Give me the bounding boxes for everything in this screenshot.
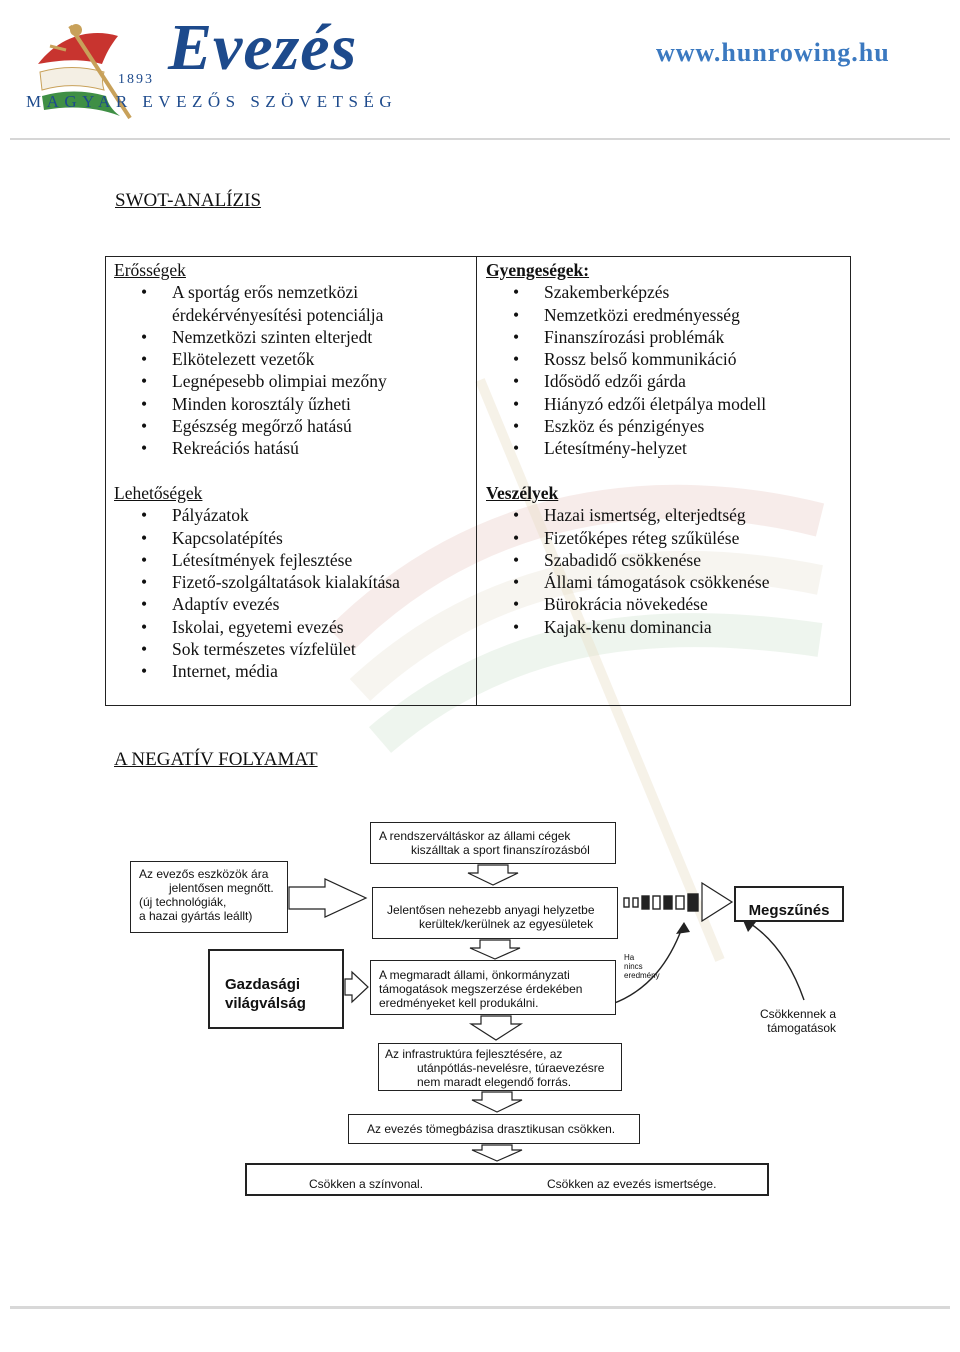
box-cease: Megszűnés xyxy=(734,886,844,922)
arrow-infra-to-base xyxy=(472,1092,522,1112)
strengths-heading: Erősségek xyxy=(114,260,186,280)
crisis-line-1: Gazdasági xyxy=(225,976,301,993)
arrow-regime-to-finance xyxy=(468,865,518,885)
weakness-item: • Idősödő edzői gárda xyxy=(486,370,846,392)
threat-item: • Állami támogatások csökkenése xyxy=(486,571,846,593)
stripe-1 xyxy=(624,898,629,907)
state-line-2: támogatások megszerzése érdekében xyxy=(379,982,583,996)
box-equipment-price xyxy=(130,861,288,933)
weakness-item: • Szakemberképzés xyxy=(486,281,846,303)
stripe-2 xyxy=(633,898,638,907)
box-regime-change xyxy=(370,822,616,864)
opportunity-item: • Iskolai, egyetemi evezés xyxy=(114,616,474,638)
weakness-item: • Létesítmény-helyzet xyxy=(486,437,846,459)
state-line-3: eredményeket kell produkálni. xyxy=(379,996,539,1010)
base-text: Az evezés tömegbázisa drasztikusan csökken. xyxy=(367,1122,616,1136)
stripe-7 xyxy=(688,894,698,911)
arrow-price-to-finance xyxy=(289,879,366,917)
opportunity-item: • Kapcsolatépítés xyxy=(114,527,474,549)
support-decrease-note xyxy=(750,1007,836,1035)
strength-item: • Nemzetközi szinten elterjedt xyxy=(114,326,474,348)
threat-item: • Szabadidő csökkenése xyxy=(486,549,846,571)
threat-item: • Bürokrácia növekedése xyxy=(486,593,846,615)
arrow-state-to-infra xyxy=(471,1016,521,1040)
website-url[interactable]: www.hunrowing.hu xyxy=(656,38,890,67)
strength-item: • A sportág erős nemzetközi érdekérvényesítési potenciálja xyxy=(114,281,474,326)
opportunity-item: • Internet, média xyxy=(114,660,474,682)
association-name: MAGYAR EVEZŐS SZÖVETSÉG xyxy=(26,92,398,111)
if-not-line-2: nincs xyxy=(624,962,643,971)
strength-item: • Minden korosztály űzheti xyxy=(114,393,474,415)
regime-line-1: A rendszerváltáskor az állami cégek xyxy=(379,829,571,843)
swot-title: SWOT-ANALÍZIS xyxy=(115,190,262,211)
arrow-base-to-bottom xyxy=(472,1145,522,1161)
weakness-item: • Finanszírozási problémák xyxy=(486,326,846,348)
threats-heading: Veszélyek xyxy=(486,483,559,503)
infra-line-2: utánpótlás-nevelésre, túraevezésre xyxy=(417,1061,605,1075)
stripe-5 xyxy=(664,896,672,909)
stripe-6 xyxy=(676,896,684,909)
arrow-finance-to-state xyxy=(470,940,520,959)
awareness-decrease-text: Csökken az evezés ismertsége. xyxy=(547,1177,717,1191)
infra-line-3: nem maradt elegendő forrás. xyxy=(417,1075,572,1089)
footer-divider xyxy=(10,1306,950,1309)
box-state-support xyxy=(370,960,616,1015)
stripe-4 xyxy=(653,896,660,909)
threat-item: • Fizetőképes réteg szűkülése xyxy=(486,527,846,549)
price-line-1: Az evezős eszközök ára xyxy=(139,867,269,881)
strength-item: • Rekreációs hatású xyxy=(114,437,474,459)
strength-item: • Legnépesebb olimpiai mezőny xyxy=(114,370,474,392)
box-economic-crisis xyxy=(208,949,344,1029)
arrow-support-to-cease xyxy=(748,922,804,1000)
if-no-result-note xyxy=(624,953,668,982)
arrow-crisis-to-state xyxy=(345,972,368,1002)
negative-process-title: A NEGATÍV FOLYAMAT xyxy=(114,749,318,770)
regime-line-2: kiszálltak a sport finanszírozásból xyxy=(411,843,590,857)
threat-item: • Kajak-kenu dominancia xyxy=(486,616,846,638)
support-line-1: Csökkennek a xyxy=(759,1007,836,1021)
opportunity-item: • Adaptív evezés xyxy=(114,593,474,615)
finance-line-1: Jelentősen nehezebb anyagi helyzetbe xyxy=(387,903,595,917)
box-consequences xyxy=(245,1163,769,1196)
opportunity-item: • Fizető-szolgáltatások kialakítása xyxy=(114,571,474,593)
if-not-line-1: Ha xyxy=(624,953,635,962)
price-line-4: a hazai gyártás leállt) xyxy=(139,909,253,923)
arrow-finance-to-cease xyxy=(702,883,732,921)
crisis-line-2: világválság xyxy=(225,995,306,1012)
stripe-3 xyxy=(642,896,649,909)
weakness-item: • Rossz belső kommunikáció xyxy=(486,348,846,370)
strength-item: • Elkötelezett vezetők xyxy=(114,348,474,370)
support-line-2: támogatások xyxy=(767,1021,836,1035)
opportunity-item: • Létesítmények fejlesztése xyxy=(114,549,474,571)
opportunity-item: • Pályázatok xyxy=(114,504,474,526)
brand-wordmark: Evezés xyxy=(168,11,358,84)
opportunity-item: • Sok természetes vízfelület xyxy=(114,638,474,660)
infra-line-1: Az infrastruktúra fejlesztésére, az xyxy=(385,1047,563,1061)
threat-item: • Hazai ismertség, elterjedtség xyxy=(486,504,846,526)
price-line-3: (új technológiák, xyxy=(139,895,227,909)
finance-line-2: kerültek/kerülnek az egyesületek xyxy=(419,917,594,931)
box-financial-situation xyxy=(372,887,618,939)
strength-item: • Egészség megőrző hatású xyxy=(114,415,474,437)
box-infrastructure xyxy=(378,1043,622,1091)
founding-year: 1893 xyxy=(118,72,154,87)
weakness-item: • Nemzetközi eredményesség xyxy=(486,304,846,326)
state-line-1: A megmaradt állami, önkormányzati xyxy=(379,968,570,982)
box-mass-base xyxy=(348,1114,640,1144)
weakness-item: • Hiányzó edzői életpálya modell xyxy=(486,393,846,415)
opportunities-heading: Lehetőségek xyxy=(114,483,203,503)
weaknesses-heading: Gyengeségek: xyxy=(486,260,590,280)
price-line-2: jelentősen megnőtt. xyxy=(169,881,274,895)
if-not-line-3: eredmény xyxy=(624,971,660,980)
weakness-item: • Eszköz és pénzigényes xyxy=(486,415,846,437)
level-decrease-text: Csökken a színvonal. xyxy=(309,1177,424,1191)
